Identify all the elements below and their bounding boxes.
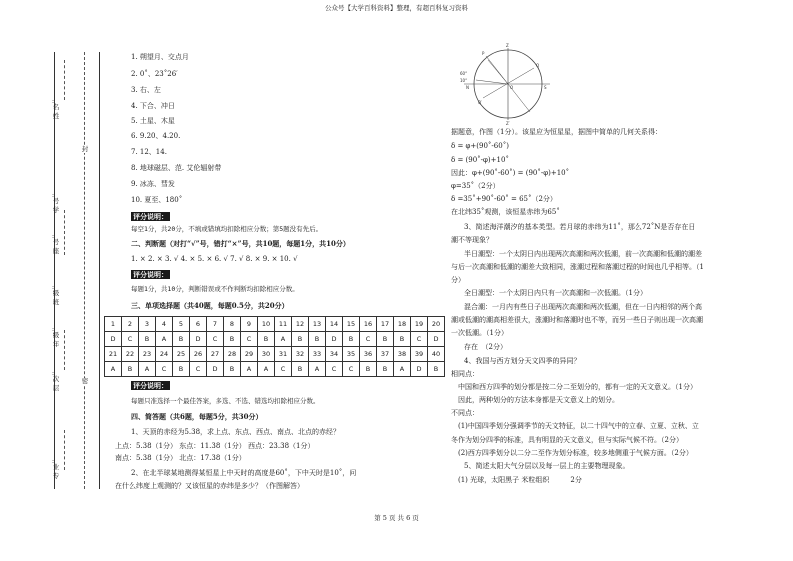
answer-cell: C [360,332,377,347]
label-level-1: 次 [52,375,60,383]
label-seat-2: 座 [52,247,60,255]
page-header: 公众号【大学百科资料】整理，有超百科复习资料 [325,4,468,12]
colon: : [52,192,55,199]
answer-line: 不同点： [451,409,479,417]
fill-answer-9: 9. 冰冻、彗发 [131,180,175,188]
label-grade-1: 级 [52,331,60,339]
colon: : [52,233,55,240]
question-number-cell: 18 [394,317,411,332]
question-number-cell: 11 [275,317,292,332]
diagram-label: Z [506,43,509,48]
question-number-cell: 26 [190,347,207,362]
question-number-cell: 30 [258,347,275,362]
answer-cell: A [258,362,275,377]
question-number-cell: 13 [309,317,326,332]
question-number-cell: 20 [428,317,445,332]
question-number-cell: 22 [122,347,139,362]
label-seat-1: 号 [52,238,60,246]
blank-line-grade [64,330,65,370]
colon: : [52,284,55,291]
answer-cell: B [394,332,411,347]
question-3-line2: 潮不等现象？ [451,236,493,244]
answer-line: 中国和西方四季的划分都是按二分二至划分的，都有一定的天文意义。（1分） [458,383,697,391]
question-number-cell: 25 [173,347,190,362]
answer-line: (1) 光球，太阳黑子 米粒组织 2分 [458,476,582,484]
question-2-line1: 2、在北半球某地测得某恒星上中天时的高度是60˚，下中天时是10˚，问 [131,469,357,477]
label-level-2: 层 [52,384,60,392]
answer-cell: B [377,332,394,347]
question-number-cell: 7 [207,317,224,332]
question-number-cell: 31 [275,347,292,362]
table-header-row [105,347,445,362]
answer-cell: B [428,362,445,377]
answer-line: 因此：φ+(90˚-60˚) = (90˚-φ)+10˚ [451,169,570,177]
answer-line: 半日潮型：一个太阴日内出现两次高潮和两次低潮，前一次高潮和低潮的潮差 [464,250,702,258]
celestial-sphere-diagram [446,42,551,126]
question-number-cell: 15 [343,317,360,332]
table-answer-row [105,332,445,347]
answer-cell: A [275,332,292,347]
fill-answer-7: 7. 12、14. [131,148,167,156]
answer-line: δ = φ+(90˚-60˚) [451,142,509,150]
equator-line [483,68,534,98]
question-number-cell: 38 [394,347,411,362]
answer-cell: B [224,332,241,347]
blank-line-name [64,60,65,100]
grading-note-text: 每空1分，共20分，不填或错填均扣除相应分数；第5题没有先后。 [131,225,323,233]
table-answer-row [105,362,445,377]
answer-cell: D [326,332,343,347]
blank-line-seat [64,210,65,255]
answer-cell: B [122,362,139,377]
question-number-cell: 32 [292,347,309,362]
question-number-cell: 39 [411,347,428,362]
answer-line: 一次低潮。（1分） [451,329,508,337]
question-number-cell: 19 [411,317,428,332]
answer-cell: A [139,362,156,377]
question-number-cell: 33 [309,347,326,362]
answer-line: 混合潮：一月内有些日子出现两次高潮和两次低潮，但在一日内相邻的两个高 [464,303,702,311]
answer-cell: C [156,362,173,377]
question-2-line2: 在什么纬度上观测的？又该恒星的赤纬是多少？（作图解答） [115,482,304,490]
question-number-cell: 2 [122,317,139,332]
answer-cell: C [241,332,258,347]
label-major-1: 业 [52,463,60,471]
question-number-cell: 24 [156,347,173,362]
choice-section-title: 三、单项选择题（共40题，每题0.5分，共20分） [131,301,289,310]
question-5: 5、简述太阳大气分层以及每一层上的主要物理现象。 [464,462,630,470]
question-number-cell: 40 [428,347,445,362]
question-number-cell: 29 [241,347,258,362]
table-header-row [105,317,445,332]
fill-answer-10: 10. 夏至、180˚ [131,196,183,204]
question-number-cell: 21 [105,347,122,362]
question-number-cell: 6 [190,317,207,332]
question-number-cell: 9 [241,317,258,332]
grading-note-title [131,212,170,221]
question-number-cell: 4 [156,317,173,332]
fill-answer-2: 2. 0˚、23˚26′ [131,70,178,78]
diagram-label: Z′ [506,121,510,126]
colon: : [52,370,55,377]
answer-line: 存在 （2分） [464,343,507,351]
seal-char-mi: 密 [81,377,89,385]
fill-answer-3: 3. 右、左 [131,86,161,94]
answer-cell: B [173,332,190,347]
answer-cell: B [258,332,275,347]
question-4: 4、我国与西方划分天文四季的异同？ [464,357,581,365]
label-name-1: 名 [52,103,60,111]
answer-cell: B [377,362,394,377]
grading-note-text: 每题只准选择一个最佳答案，多选、不选、错选均扣除相应分数。 [131,397,320,405]
fill-answer-6: 6. 9.20、4.20. [131,132,181,140]
answer-cell: C [275,362,292,377]
diagram-label: O [510,85,514,90]
label-grade-2: 年 [52,340,60,348]
answer-line: (1)中国四季划分强调季节的天文特征，以二十四气中的立春、立夏、立秋、立 [458,422,699,430]
grading-note-title [131,270,170,279]
page-footer: 第 5 页 共 6 页 [374,514,419,522]
question-number-cell: 23 [139,347,156,362]
question-number-cell: 5 [173,317,190,332]
question-number-cell: 37 [377,347,394,362]
fill-answer-8: 8. 地球磁层、范. 艾伦辐射带 [131,164,222,172]
grading-note-title-text: 评分说明： [133,270,168,279]
answer-cell: B [292,332,309,347]
question-1-answer-row2: 南点：5.38（1分） 北点：17.38（1分） [115,454,246,462]
answer-cell: C [326,362,343,377]
question-number-cell: 16 [360,317,377,332]
answer-line: 冬作为划分四季的标准，具有明显的天文意义，但与实际气候不符。（2分） [451,436,683,444]
answer-cell: B [173,362,190,377]
question-number-cell: 34 [326,347,343,362]
answer-line: δ =35˚+90˚-60˚ = 65˚（2分） [451,195,557,203]
star-line-lower [476,80,508,84]
answer-line: 相同点： [451,370,479,378]
answer-cell: C [343,362,360,377]
fill-answer-4: 4. 下合、冲日 [131,102,175,110]
answer-cell: A [156,332,173,347]
answer-cell: D [428,332,445,347]
border-line-right [99,52,100,489]
grading-note-title-text: 评分说明： [133,381,168,390]
answer-line: (2)西方四季划分以二分二至作为划分标准，较多地侧重于气候方面。（2分） [458,449,693,457]
judge-answers: 1. × 2. × 3. √ 4. × 5. × 6. √ 7. √ 8. × 9. × 10. √ [131,255,298,263]
colon: : [52,458,55,465]
label-class-1: 级 [52,289,60,297]
answer-line: 据题意，作图（1分）。该星应为恒星星，据图中简单的几何关系得： [451,128,662,136]
answer-cell: D [207,362,224,377]
answer-cell: A [309,362,326,377]
label-major-2: 专 [52,472,60,480]
choice-answer-table [104,316,445,377]
diagram-label: P [482,51,485,56]
answer-cell: C [190,362,207,377]
answer-line: 因此，两种划分的方法本身都是天文意义上的划分。 [458,396,619,404]
question-3-line1: 3、简述海洋潮汐的基本类型。若月球的赤纬为11˚，那么72˚N是否存在日 [464,223,696,231]
answer-cell: A [394,362,411,377]
question-number-cell: 27 [207,347,224,362]
question-number-cell: 28 [224,347,241,362]
colon: : [52,98,55,105]
answer-cell: A [241,362,258,377]
answer-cell: D [105,332,122,347]
diagram-label: S [544,85,547,90]
answer-cell: C [122,332,139,347]
question-number-cell: 1 [105,317,122,332]
grading-note-text: 每题1分，共10分，判断错误或不作判断均扣除相应分数。 [131,285,299,293]
answer-cell: A [105,362,122,377]
answer-cell: B [343,332,360,347]
diagram-label: Q [536,63,540,68]
question-number-cell: 36 [360,347,377,362]
diagram-label: 60° [460,71,468,76]
seal-line [84,52,85,489]
answer-cell: C [207,332,224,347]
diagram-label: Q′ [478,100,483,105]
answer-cell: D [411,362,428,377]
label-id-1: 号 [52,197,60,205]
question-number-cell: 3 [139,317,156,332]
answer-cell: B [224,362,241,377]
question-number-cell: 8 [224,317,241,332]
answer-line: 与后一次高潮和低潮的潮差大致相同，涨潮过程和落潮过程的时间也几乎相等。（1 [451,263,704,271]
question-number-cell: 17 [377,317,394,332]
answer-cell: D [190,332,207,347]
answer-line: φ=35˚（2分） [451,182,500,190]
answer-line: 分） [451,276,465,284]
question-1: 1、天顶的赤经为5.38，求上点、东点、西点、南点、北点的赤经？ [131,428,341,436]
star-line-upper [488,60,508,84]
answer-cell: B [309,332,326,347]
question-number-cell: 14 [326,317,343,332]
label-id-2: 学 [52,206,60,214]
answer-cell: C [411,332,428,347]
answer-cell: B [139,332,156,347]
seal-char-feng: 封 [81,145,89,153]
answer-line: δ = (90˚-φ)+10˚ [451,156,509,164]
diagram-label: N [466,85,469,90]
judge-section-title: 二、判断题（对打“√”号，错打“×”号，共10题，每题1分，共10分） [131,239,350,248]
fill-answer-1: 1. 朔望月、交点月 [131,53,189,61]
question-number-cell: 12 [292,317,309,332]
answer-line: 在北纬35˚观测，该恒星赤纬为65˚ [451,208,560,216]
answer-cell: B [360,362,377,377]
question-number-cell: 35 [343,347,360,362]
label-class-2: 班 [52,298,60,306]
calc-section-title: 四、简答题（共6题，每题5分，共30分） [131,412,263,421]
fill-answer-5: 5. 土星、木星 [131,117,175,125]
answer-line: 全日潮型：一个太阴日内只有一次高潮和一次低潮。（1分） [464,289,647,297]
blank-line-major [64,430,65,470]
label-name-2: 姓 [52,112,60,120]
colon: : [52,326,55,333]
question-1-answer-row1: 上点：5.38（1分） 东点：11.38（1分） 西点：23.38（1分） [115,442,315,450]
diagram-label: 10° [460,78,468,83]
answer-cell: B [292,362,309,377]
question-number-cell: 10 [258,317,275,332]
grading-note-title-text: 评分说明： [133,212,168,221]
answer-line: 潮或低潮的潮高相差很大，涨潮时和落潮时也不等，而另一些日子则出现一次高潮 [451,316,703,324]
grading-note-title [131,381,170,390]
